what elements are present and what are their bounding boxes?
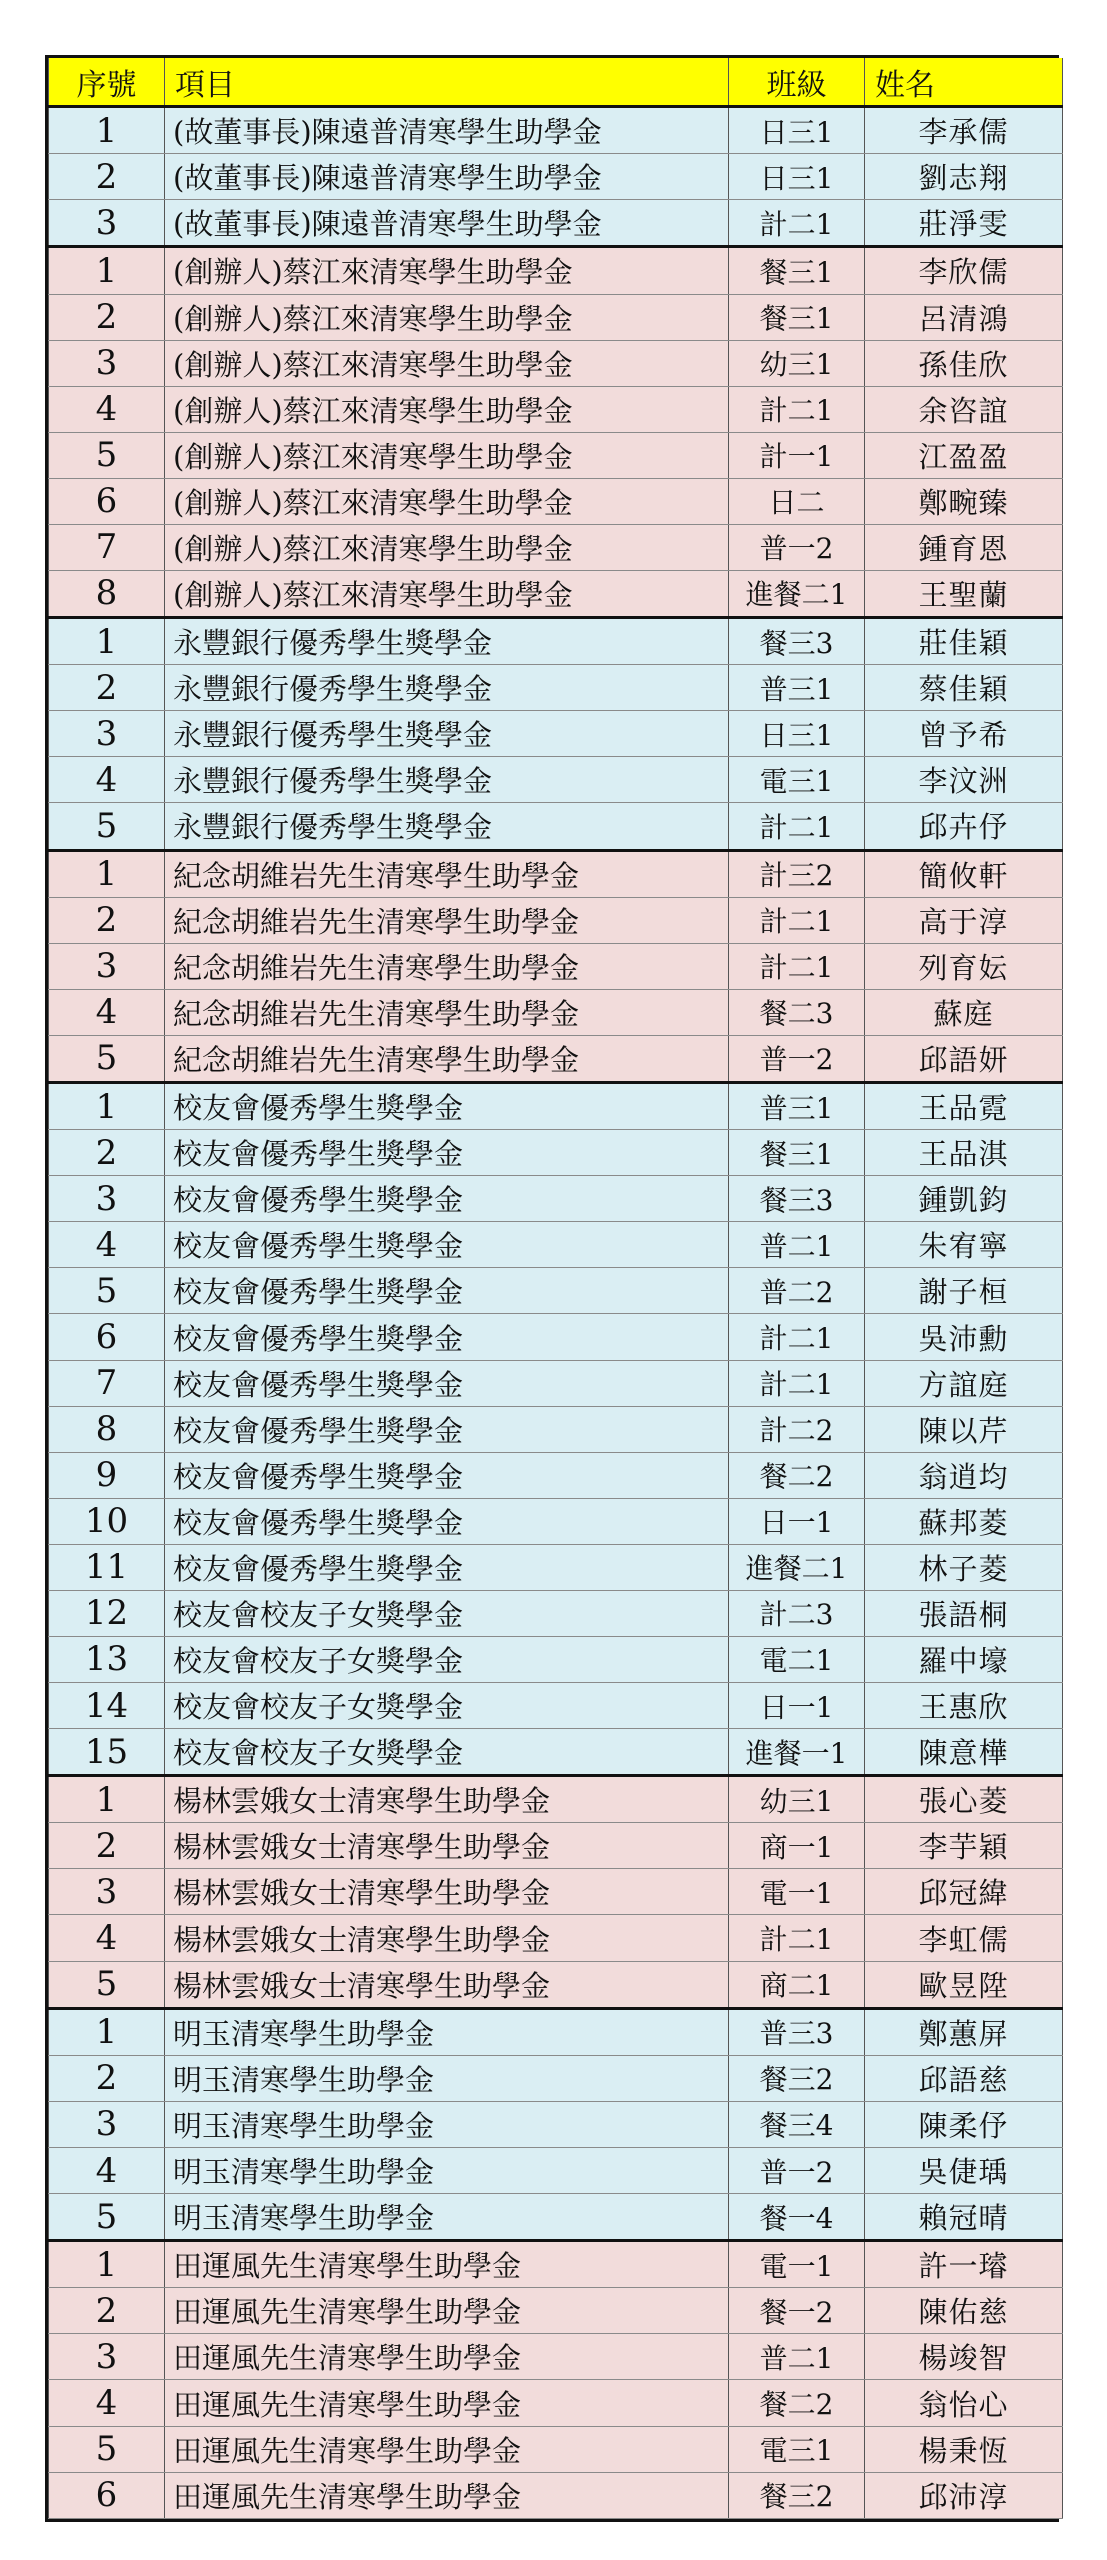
row-item: 校友會優秀學生獎學金 (165, 1498, 729, 1544)
row-name: 方誼庭 (865, 1360, 1063, 1406)
row-seq: 3 (49, 1869, 165, 1915)
row-name: 邱卉伃 (865, 803, 1063, 850)
row-item: 楊林雲娥女士清寒學生助學金 (165, 1869, 729, 1915)
row-name: 呂清鴻 (865, 294, 1063, 340)
row-item: 校友會校友子女獎學金 (165, 1590, 729, 1636)
row-class: 計二1 (729, 1314, 865, 1360)
row-name: 曾予希 (865, 711, 1063, 757)
row-seq: 4 (49, 1222, 165, 1268)
row-name: 吳沛勳 (865, 1314, 1063, 1360)
row-seq: 12 (49, 1590, 165, 1636)
row-item: (創辦人)蔡江來清寒學生助學金 (165, 340, 729, 386)
row-name: 朱宥寧 (865, 1222, 1063, 1268)
row-seq: 2 (49, 665, 165, 711)
row-seq: 4 (49, 757, 165, 803)
row-seq: 3 (49, 2334, 165, 2380)
table-row (49, 1682, 1063, 1728)
row-item: 永豐銀行優秀學生獎學金 (165, 757, 729, 803)
row-name: 孫佳欣 (865, 340, 1063, 386)
row-class: 計二3 (729, 1590, 865, 1636)
table-row (49, 665, 1063, 711)
row-seq: 5 (49, 803, 165, 850)
row-name: 賴冠晴 (865, 2194, 1063, 2241)
row-item: 紀念胡維岩先生清寒學生助學金 (165, 1035, 729, 1082)
row-seq: 4 (49, 386, 165, 432)
table-row (49, 2101, 1063, 2147)
row-class: 普三3 (729, 2008, 865, 2055)
row-item: 田運風先生清寒學生助學金 (165, 2380, 729, 2426)
row-class: 電三1 (729, 757, 865, 803)
row-class: 普二2 (729, 1268, 865, 1314)
row-seq: 6 (49, 478, 165, 524)
row-name: 蘇庭 (865, 989, 1063, 1035)
row-name: 蔡佳穎 (865, 665, 1063, 711)
row-class: 餐三3 (729, 618, 865, 665)
row-class: 日三1 (729, 711, 865, 757)
table-row (49, 1314, 1063, 1360)
row-item: 校友會優秀學生獎學金 (165, 1268, 729, 1314)
row-item: 紀念胡維岩先生清寒學生助學金 (165, 943, 729, 989)
table-row (49, 989, 1063, 1035)
row-item: 田運風先生清寒學生助學金 (165, 2472, 729, 2518)
row-item: (創辦人)蔡江來清寒學生助學金 (165, 524, 729, 570)
row-seq: 8 (49, 570, 165, 617)
row-class: 進餐二1 (729, 570, 865, 617)
table-row (49, 247, 1063, 294)
scholarship-table (48, 58, 1063, 2519)
table-row (49, 1452, 1063, 1498)
row-item: 校友會優秀學生獎學金 (165, 1360, 729, 1406)
table-row (49, 1176, 1063, 1222)
row-name: 林子菱 (865, 1544, 1063, 1590)
row-class: 餐三2 (729, 2055, 865, 2101)
row-class: 電二1 (729, 1636, 865, 1682)
row-item: 紀念胡維岩先生清寒學生助學金 (165, 897, 729, 943)
row-item: 明玉清寒學生助學金 (165, 2101, 729, 2147)
table-row (49, 1869, 1063, 1915)
row-seq: 5 (49, 1961, 165, 2008)
row-class: 普三1 (729, 665, 865, 711)
row-item: 校友會校友子女獎學金 (165, 1636, 729, 1682)
row-name: 鄭蕙屏 (865, 2008, 1063, 2055)
table-row (49, 1222, 1063, 1268)
row-name: 李虹儒 (865, 1915, 1063, 1961)
row-name: 邱語慈 (865, 2055, 1063, 2101)
table-header (49, 58, 1063, 107)
row-class: 幼三1 (729, 340, 865, 386)
table-row (49, 2008, 1063, 2055)
row-seq: 3 (49, 340, 165, 386)
row-class: 電一1 (729, 2241, 865, 2288)
table-row (49, 1915, 1063, 1961)
row-class: 計三2 (729, 850, 865, 897)
table-row (49, 2147, 1063, 2193)
row-name: 李汶洲 (865, 757, 1063, 803)
header-seq: 序號 (49, 58, 165, 107)
row-item: 校友會優秀學生獎學金 (165, 1130, 729, 1176)
row-name: 陳柔伃 (865, 2101, 1063, 2147)
row-name: 歐昱陞 (865, 1961, 1063, 2008)
row-item: 校友會校友子女獎學金 (165, 1729, 729, 1776)
table-row (49, 2334, 1063, 2380)
row-seq: 2 (49, 2288, 165, 2334)
row-seq: 4 (49, 1915, 165, 1961)
row-item: (創辦人)蔡江來清寒學生助學金 (165, 570, 729, 617)
table-row (49, 2380, 1063, 2426)
row-item: 校友會優秀學生獎學金 (165, 1222, 729, 1268)
row-seq: 10 (49, 1498, 165, 1544)
row-item: 田運風先生清寒學生助學金 (165, 2426, 729, 2472)
table-row (49, 570, 1063, 617)
row-name: 張語桐 (865, 1590, 1063, 1636)
row-class: 餐三2 (729, 2472, 865, 2518)
row-class: 餐三1 (729, 294, 865, 340)
row-name: 王惠欣 (865, 1682, 1063, 1728)
table-row (49, 711, 1063, 757)
row-name: 羅中壕 (865, 1636, 1063, 1682)
row-seq: 13 (49, 1636, 165, 1682)
row-name: 簡攸軒 (865, 850, 1063, 897)
row-name: 列育妘 (865, 943, 1063, 989)
table-row (49, 1961, 1063, 2008)
row-seq: 4 (49, 2147, 165, 2193)
row-seq: 1 (49, 1776, 165, 1823)
row-seq: 2 (49, 2055, 165, 2101)
row-class: 計二1 (729, 1360, 865, 1406)
row-item: 永豐銀行優秀學生獎學金 (165, 618, 729, 665)
row-class: 餐二2 (729, 2380, 865, 2426)
table-body (49, 107, 1063, 2519)
row-item: 紀念胡維岩先生清寒學生助學金 (165, 989, 729, 1035)
table-row (49, 1130, 1063, 1176)
row-seq: 1 (49, 850, 165, 897)
row-class: 餐一4 (729, 2194, 865, 2241)
table-row (49, 1360, 1063, 1406)
row-class: 日二 (729, 478, 865, 524)
row-class: 餐三3 (729, 1176, 865, 1222)
row-class: 普二1 (729, 1222, 865, 1268)
table-row (49, 524, 1063, 570)
row-seq: 11 (49, 1544, 165, 1590)
table-row (49, 850, 1063, 897)
table-row (49, 1035, 1063, 1082)
row-item: (創辦人)蔡江來清寒學生助學金 (165, 478, 729, 524)
table-row (49, 618, 1063, 665)
row-item: (故董事長)陳遠普清寒學生助學金 (165, 200, 729, 247)
table-row (49, 1498, 1063, 1544)
row-seq: 1 (49, 2008, 165, 2055)
row-item: (故董事長)陳遠普清寒學生助學金 (165, 154, 729, 200)
row-seq: 3 (49, 1176, 165, 1222)
row-seq: 5 (49, 1268, 165, 1314)
row-class: 進餐一1 (729, 1729, 865, 1776)
row-item: 校友會優秀學生獎學金 (165, 1544, 729, 1590)
row-class: 餐二3 (729, 989, 865, 1035)
row-class: 日一1 (729, 1498, 865, 1544)
row-seq: 1 (49, 247, 165, 294)
row-class: 計二1 (729, 200, 865, 247)
row-name: 李承儒 (865, 107, 1063, 154)
row-class: 進餐二1 (729, 1544, 865, 1590)
row-name: 高于淳 (865, 897, 1063, 943)
table-row (49, 757, 1063, 803)
table-row (49, 2055, 1063, 2101)
table-row (49, 2472, 1063, 2518)
row-class: 普一2 (729, 1035, 865, 1082)
row-class: 普三1 (729, 1083, 865, 1130)
row-name: 楊竣智 (865, 2334, 1063, 2380)
header-name: 姓名 (865, 58, 1063, 107)
row-name: 邱語妍 (865, 1035, 1063, 1082)
row-name: 鄭畹臻 (865, 478, 1063, 524)
row-item: 明玉清寒學生助學金 (165, 2147, 729, 2193)
table-row (49, 1083, 1063, 1130)
row-name: 陳以芹 (865, 1406, 1063, 1452)
row-item: 楊林雲娥女士清寒學生助學金 (165, 1776, 729, 1823)
row-seq: 4 (49, 989, 165, 1035)
row-name: 王品淇 (865, 1130, 1063, 1176)
row-seq: 7 (49, 524, 165, 570)
table-row (49, 1823, 1063, 1869)
row-class: 普二1 (729, 2334, 865, 2380)
table-row (49, 386, 1063, 432)
row-item: 田運風先生清寒學生助學金 (165, 2288, 729, 2334)
row-class: 餐三1 (729, 1130, 865, 1176)
table-row (49, 897, 1063, 943)
table-row (49, 107, 1063, 154)
row-item: 校友會優秀學生獎學金 (165, 1406, 729, 1452)
row-name: 李芋穎 (865, 1823, 1063, 1869)
row-class: 計二2 (729, 1406, 865, 1452)
row-item: 楊林雲娥女士清寒學生助學金 (165, 1961, 729, 2008)
row-seq: 2 (49, 897, 165, 943)
row-class: 計二1 (729, 386, 865, 432)
table-row (49, 1636, 1063, 1682)
scholarship-list-sheet (45, 55, 1059, 2522)
table-row (49, 2241, 1063, 2288)
row-item: 紀念胡維岩先生清寒學生助學金 (165, 850, 729, 897)
table-row (49, 1729, 1063, 1776)
row-seq: 2 (49, 1130, 165, 1176)
row-class: 計一1 (729, 432, 865, 478)
row-class: 計二1 (729, 803, 865, 850)
table-row (49, 478, 1063, 524)
row-seq: 14 (49, 1682, 165, 1728)
row-seq: 15 (49, 1729, 165, 1776)
row-item: (創辦人)蔡江來清寒學生助學金 (165, 432, 729, 478)
row-item: 永豐銀行優秀學生獎學金 (165, 711, 729, 757)
row-name: 鍾育恩 (865, 524, 1063, 570)
row-name: 王品霓 (865, 1083, 1063, 1130)
table-row (49, 1268, 1063, 1314)
table-row (49, 1544, 1063, 1590)
row-class: 計二1 (729, 897, 865, 943)
row-item: 永豐銀行優秀學生獎學金 (165, 665, 729, 711)
row-item: 楊林雲娥女士清寒學生助學金 (165, 1823, 729, 1869)
row-class: 普一2 (729, 2147, 865, 2193)
row-class: 幼三1 (729, 1776, 865, 1823)
row-name: 翁逍均 (865, 1452, 1063, 1498)
row-name: 翁怡心 (865, 2380, 1063, 2426)
row-name: 莊淨雯 (865, 200, 1063, 247)
row-seq: 9 (49, 1452, 165, 1498)
row-class: 計二1 (729, 943, 865, 989)
row-name: 江盈盈 (865, 432, 1063, 478)
row-class: 日三1 (729, 107, 865, 154)
row-seq: 4 (49, 2380, 165, 2426)
row-seq: 5 (49, 432, 165, 478)
row-item: (創辦人)蔡江來清寒學生助學金 (165, 386, 729, 432)
row-seq: 5 (49, 2194, 165, 2241)
row-seq: 2 (49, 1823, 165, 1869)
row-seq: 5 (49, 1035, 165, 1082)
row-item: 永豐銀行優秀學生獎學金 (165, 803, 729, 850)
row-seq: 2 (49, 294, 165, 340)
row-item: 田運風先生清寒學生助學金 (165, 2334, 729, 2380)
row-item: 校友會優秀學生獎學金 (165, 1176, 729, 1222)
row-class: 餐一2 (729, 2288, 865, 2334)
row-seq: 3 (49, 2101, 165, 2147)
row-class: 餐三1 (729, 247, 865, 294)
row-name: 楊秉恆 (865, 2426, 1063, 2472)
row-seq: 7 (49, 1360, 165, 1406)
row-class: 餐二2 (729, 1452, 865, 1498)
row-seq: 2 (49, 154, 165, 200)
row-class: 計二1 (729, 1915, 865, 1961)
row-item: (創辦人)蔡江來清寒學生助學金 (165, 247, 729, 294)
header-item: 項目 (165, 58, 729, 107)
row-name: 劉志翔 (865, 154, 1063, 200)
row-class: 商一1 (729, 1823, 865, 1869)
row-item: (故董事長)陳遠普清寒學生助學金 (165, 107, 729, 154)
row-name: 余咨誼 (865, 386, 1063, 432)
row-class: 日一1 (729, 1682, 865, 1728)
row-class: 商二1 (729, 1961, 865, 2008)
table-row (49, 1406, 1063, 1452)
row-name: 邱冠緯 (865, 1869, 1063, 1915)
row-name: 李欣儒 (865, 247, 1063, 294)
row-seq: 3 (49, 943, 165, 989)
row-seq: 1 (49, 107, 165, 154)
row-seq: 1 (49, 1083, 165, 1130)
table-row (49, 1776, 1063, 1823)
row-class: 普一2 (729, 524, 865, 570)
table-row (49, 2288, 1063, 2334)
table-row (49, 200, 1063, 247)
row-name: 莊佳穎 (865, 618, 1063, 665)
table-row (49, 154, 1063, 200)
row-item: 明玉清寒學生助學金 (165, 2008, 729, 2055)
table-row (49, 2426, 1063, 2472)
table-row (49, 2194, 1063, 2241)
row-item: 校友會優秀學生獎學金 (165, 1452, 729, 1498)
row-name: 鍾凱鈞 (865, 1176, 1063, 1222)
row-class: 電三1 (729, 2426, 865, 2472)
row-class: 電一1 (729, 1869, 865, 1915)
table-row (49, 803, 1063, 850)
row-seq: 3 (49, 711, 165, 757)
row-seq: 6 (49, 2472, 165, 2518)
row-seq: 8 (49, 1406, 165, 1452)
row-name: 張心菱 (865, 1776, 1063, 1823)
row-name: 蘇邦菱 (865, 1498, 1063, 1544)
table-row (49, 1590, 1063, 1636)
row-seq: 3 (49, 200, 165, 247)
row-item: 明玉清寒學生助學金 (165, 2194, 729, 2241)
row-seq: 6 (49, 1314, 165, 1360)
row-item: 田運風先生清寒學生助學金 (165, 2241, 729, 2288)
row-seq: 5 (49, 2426, 165, 2472)
row-seq: 1 (49, 618, 165, 665)
table-row (49, 294, 1063, 340)
row-item: 校友會優秀學生獎學金 (165, 1083, 729, 1130)
row-class: 餐三4 (729, 2101, 865, 2147)
row-name: 吳倢瑀 (865, 2147, 1063, 2193)
row-name: 陳佑慈 (865, 2288, 1063, 2334)
row-name: 王聖蘭 (865, 570, 1063, 617)
row-item: 明玉清寒學生助學金 (165, 2055, 729, 2101)
row-name: 謝子桓 (865, 1268, 1063, 1314)
table-row (49, 340, 1063, 386)
table-row (49, 943, 1063, 989)
row-name: 邱沛淳 (865, 2472, 1063, 2518)
row-name: 陳意樺 (865, 1729, 1063, 1776)
header-class: 班級 (729, 58, 865, 107)
row-item: 楊林雲娥女士清寒學生助學金 (165, 1915, 729, 1961)
row-item: 校友會校友子女獎學金 (165, 1682, 729, 1728)
row-name: 許一璿 (865, 2241, 1063, 2288)
header-row (49, 58, 1063, 107)
row-item: (創辦人)蔡江來清寒學生助學金 (165, 294, 729, 340)
row-item: 校友會優秀學生獎學金 (165, 1314, 729, 1360)
row-class: 日三1 (729, 154, 865, 200)
table-row (49, 432, 1063, 478)
row-seq: 1 (49, 2241, 165, 2288)
